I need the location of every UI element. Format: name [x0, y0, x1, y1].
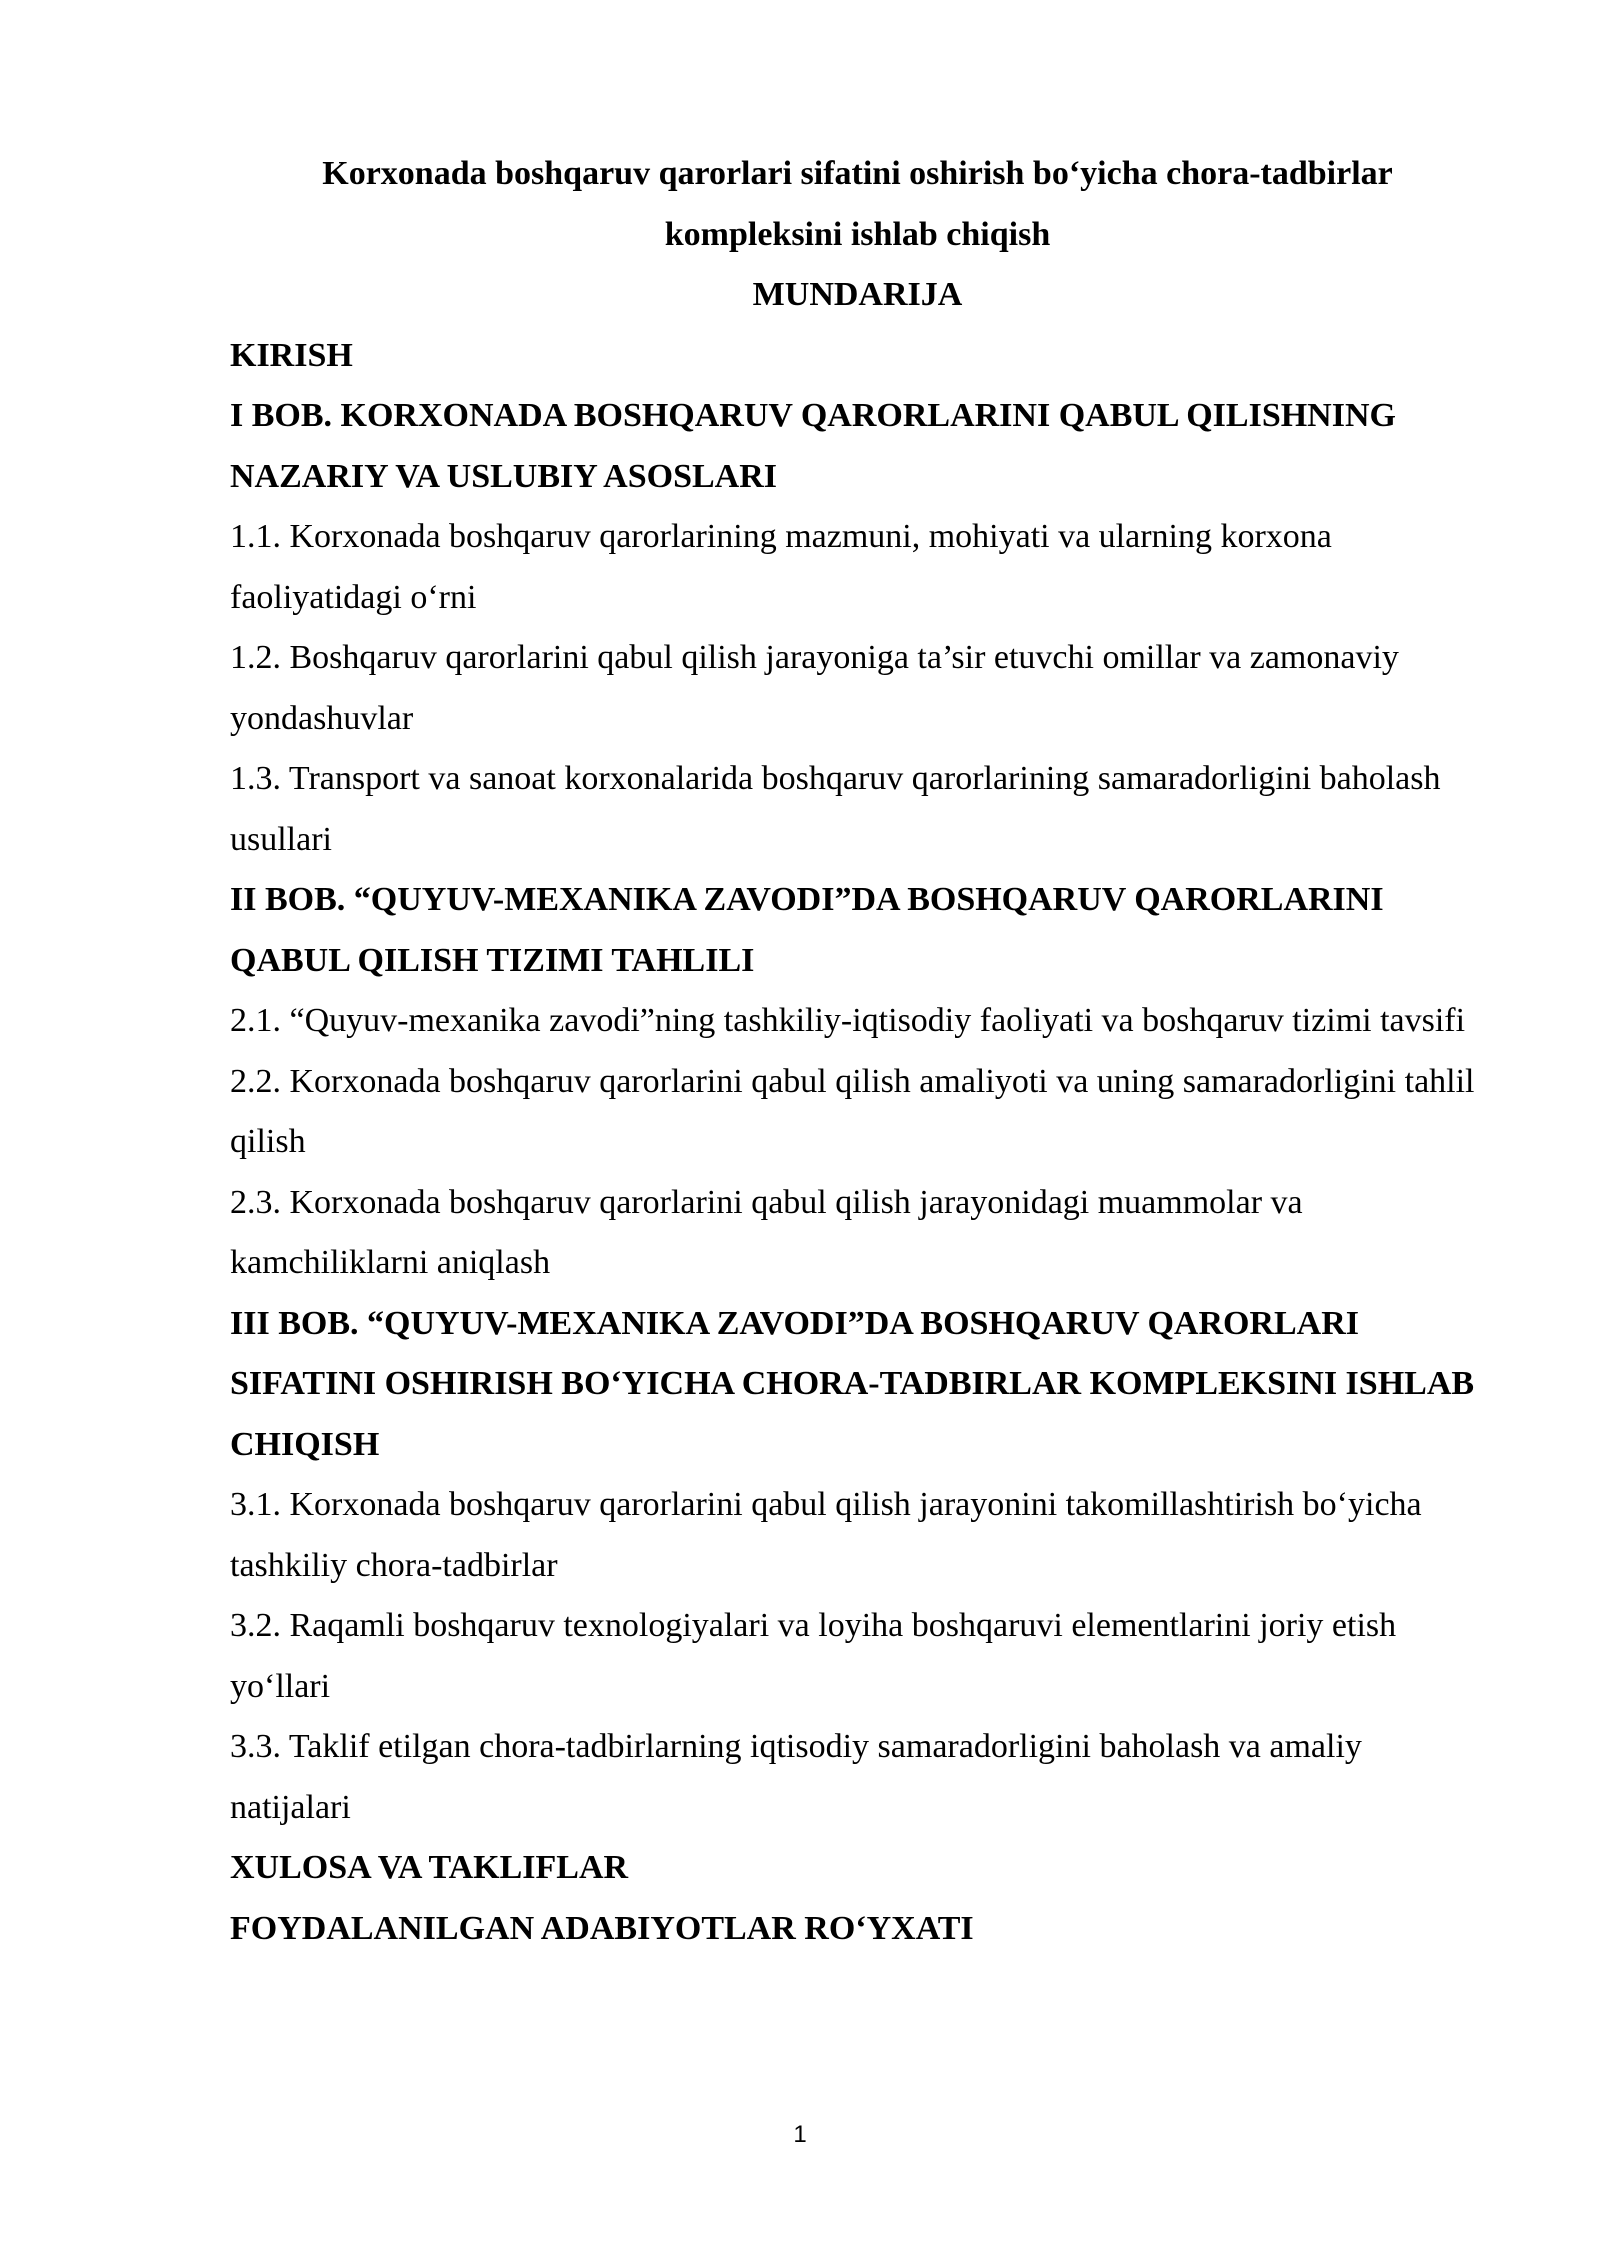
toc-entry-chapter-2: II BOB. “QUYUV-MEXANIKA ZAVODI”DA BOSHQARUV QARORLARINI QABUL QILISH TIZIMI TAHLILI: [230, 881, 1384, 979]
toc-entry-section-2-2: 2.2. Korxonada boshqaruv qarorlarini qabul qilish amaliyoti va uning samaradorligini tahlil qilish: [230, 1062, 1475, 1160]
document-title-line-1: Korxonada boshqaruv qarorlari sifatini oshirish bo‘yicha chora-tadbirlar: [322, 155, 1393, 192]
toc-entry-section-1-3: 1.3. Transport va sanoat korxonalarida boshqaruv qarorlarining samaradorligini baholash usullari: [230, 760, 1441, 858]
toc-entry-section-1-2: 1.2. Boshqaruv qarorlarini qabul qilish jarayoniga ta’sir etuvchi omillar va zamonaviy yondashuvlar: [230, 639, 1399, 737]
toc-entry-introduction: KIRISH: [230, 336, 353, 374]
contents-heading: MUNDARIJA: [752, 276, 963, 313]
toc-entry-section-3-1: 3.1. Korxonada boshqaruv qarorlarini qabul qilish jarayonini takomillashtirish bo‘yicha tashkiliy chora-tadbirlar: [230, 1486, 1422, 1584]
toc-entry-references: FOYDALANILGAN ADABIYOTLAR RO‘YXATI: [230, 1909, 974, 1947]
toc-entry-section-2-3: 2.3. Korxonada boshqaruv qarorlarini qabul qilish jarayonidagi muammolar va kamchiliklarni aniqlash: [230, 1183, 1303, 1281]
toc-entry-section-2-1: 2.1. “Quyuv-mexanika zavodi”ning tashkiliy-iqtisodiy faoliyati va boshqaruv tizimi tavsifi: [230, 1002, 1466, 1039]
toc-entry-section-3-3: 3.3. Taklif etilgan chora-tadbirlarning iqtisodiy samaradorligini baholash va amaliy natijalari: [230, 1728, 1362, 1826]
toc-entry-section-3-2: 3.2. Raqamli boshqaruv texnologiyalari va loyiha boshqaruvi elementlarini joriy etish yo‘llari: [230, 1607, 1397, 1705]
toc-entry-chapter-1: I BOB. KORXONADA BOSHQARUV QARORLARINI QABUL QILISHNING NAZARIY VA USLUBIY ASOSLARI: [230, 397, 1396, 495]
toc-entry-conclusion: XULOSA VA TAKLIFLAR: [230, 1849, 629, 1886]
toc-entry-chapter-3: III BOB. “QUYUV-MEXANIKA ZAVODI”DA BOSHQARUV QARORLARI SIFATINI OSHIRISH BO‘YICHA CHORA-TADBIRLAR KOMPLEKSINI ISHLAB CHIQISH: [230, 1304, 1475, 1463]
document-title-line-2: kompleksini ishlab chiqish: [664, 215, 1051, 253]
toc-entry-section-1-1: 1.1. Korxonada boshqaruv qarorlarining mazmuni, mohiyati va ularning korxona faoliyatidagi o‘rni: [230, 518, 1332, 616]
page-number: 1: [793, 2121, 807, 2148]
document-body: [230, 144, 1485, 1959]
